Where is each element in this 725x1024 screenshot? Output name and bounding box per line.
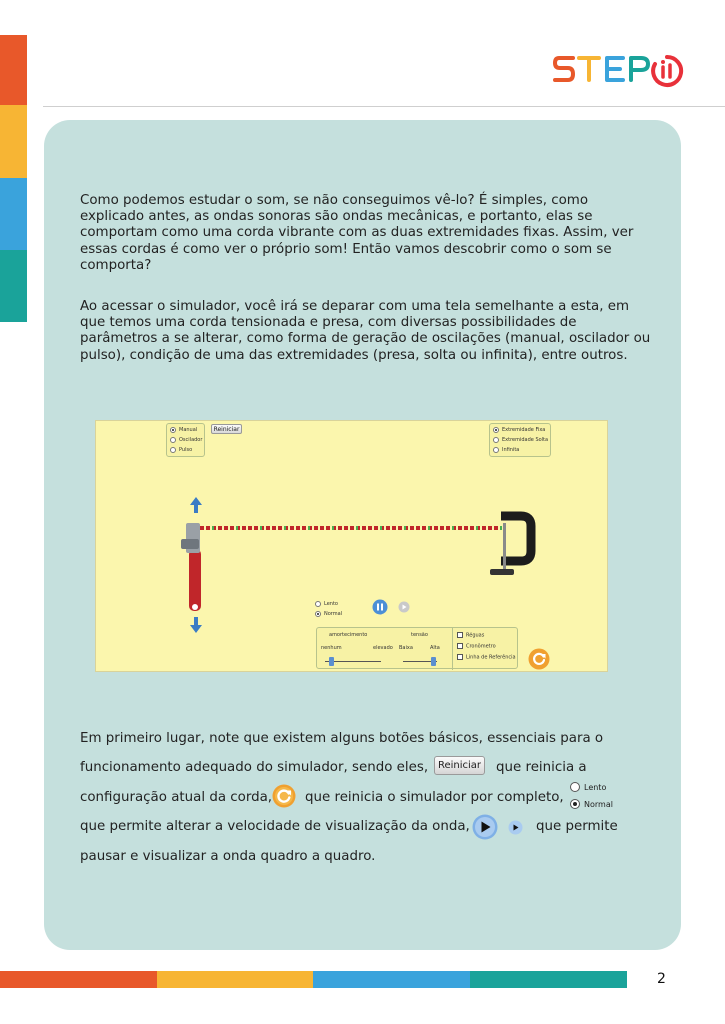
explanation-line-3a: configuração atual da corda,	[80, 790, 273, 805]
radio-dot	[493, 427, 499, 433]
header-divider	[43, 106, 725, 107]
radio-dot	[570, 799, 580, 809]
panel-divider	[452, 628, 453, 670]
string-apparatus	[176, 493, 556, 633]
side-bar-teal	[0, 250, 27, 322]
checkbox-box	[457, 654, 463, 660]
end-option-fixa[interactable]: Extremidade Fixa	[493, 427, 545, 433]
mode-option-pulso[interactable]: Pulso	[170, 447, 192, 453]
reiniciar-button[interactable]: Reiniciar	[434, 756, 485, 775]
mode-panel	[166, 423, 205, 457]
checkbox-linha-referencia[interactable]: Linha de Referência	[457, 654, 516, 661]
footer-bar-orange	[0, 971, 157, 988]
simulator-screenshot	[95, 420, 608, 672]
explanation-line-2b: que reinicia a	[496, 760, 587, 775]
footer-bar-yellow	[157, 971, 313, 988]
explanation-line-4b: que permite	[536, 819, 618, 834]
sim-reset-button[interactable]: Reiniciar	[211, 424, 242, 434]
checkbox-box	[457, 632, 463, 638]
down-arrow-icon[interactable]	[190, 617, 202, 633]
speed-option-lento[interactable]: Lento	[570, 782, 606, 792]
side-bar-yellow	[0, 105, 27, 178]
play-icon[interactable]	[472, 814, 498, 840]
damping-slider-track[interactable]	[325, 661, 381, 662]
control-panel	[316, 627, 518, 669]
end-option-infinita[interactable]: Infinita	[493, 447, 519, 453]
explanation-line-5: pausar e visualizar a onda quadro a quadro.	[80, 849, 376, 864]
tension-slider-knob[interactable]	[431, 657, 436, 666]
tension-max-label: Alta	[430, 645, 440, 651]
sim-step-icon[interactable]	[398, 601, 410, 613]
clamp-icon	[490, 516, 531, 575]
radio-dot	[493, 437, 499, 443]
damping-min-label: nenhum	[321, 645, 342, 651]
footer-bar-teal	[470, 971, 627, 988]
radio-dot	[493, 447, 499, 453]
end-condition-panel	[489, 423, 551, 457]
tension-label: tensão	[411, 632, 428, 638]
radio-dot	[315, 601, 321, 607]
damping-label: amortecimento	[329, 632, 368, 638]
up-arrow-icon[interactable]	[190, 497, 202, 513]
explanation-line-1: Em primeiro lugar, note que existem alguns botões básicos, essenciais para o	[80, 731, 604, 746]
checkbox-cronometro[interactable]: Cronômetro	[457, 643, 496, 650]
side-bar-orange	[0, 35, 27, 105]
damping-slider-knob[interactable]	[329, 657, 334, 666]
tension-min-label: Baixa	[399, 645, 413, 651]
speed-option-normal[interactable]: Normal	[570, 799, 613, 809]
step-logo-letters	[553, 52, 651, 92]
footer-bar-blue	[313, 971, 470, 988]
side-bar-blue	[0, 178, 27, 250]
sim-speed-normal[interactable]: Normal	[315, 611, 342, 617]
intro-paragraph: Como podemos estudar o som, se não conseguimos vê-lo? É simples, como explicado antes, as ondas sonoras são ondas mecânicas, e portanto, elas se comportam como uma corda vibrante com as duas extremidades fixas. Assim, ver essas cordas é como ver o próprio som! Então vamos descobrir como o som se comporta?	[80, 193, 634, 273]
sim-full-reset-icon[interactable]	[528, 648, 550, 670]
simulator-paragraph: Ao acessar o simulador, você irá se deparar com uma tela semelhante a esta, em que temos uma corda tensionada e presa, com diversas possibilidades de parâmetros a se alterar, como forma de geração de oscilações (manual, oscilador ou pulso), condição de uma das extremidades (presa, solta ou infinita), entre outros.	[80, 299, 651, 363]
damping-max-label: elevado	[373, 645, 393, 651]
radio-dot	[170, 447, 176, 453]
step-forward-icon[interactable]	[508, 820, 523, 835]
checkbox-box	[457, 643, 463, 649]
explanation-line-3b: que reinicia o simulador por completo,	[305, 790, 564, 805]
end-option-solta[interactable]: Extremidade Solta	[493, 437, 548, 443]
tension-slider-track[interactable]	[403, 661, 437, 662]
radio-dot	[170, 437, 176, 443]
page-number: 2	[657, 971, 666, 987]
wrench-icon[interactable]	[181, 523, 201, 611]
explanation-line-4a: que permite alterar a velocidade de visualização da onda,	[80, 819, 470, 834]
full-reset-icon[interactable]	[272, 784, 296, 808]
explanation-line-2a: funcionamento adequado do simulador, sendo eles,	[80, 760, 429, 775]
sim-pause-icon[interactable]	[372, 599, 388, 615]
radio-dot	[570, 782, 580, 792]
mode-option-oscilador[interactable]: Oscilador	[170, 437, 202, 443]
step-logo-badge-icon	[650, 54, 684, 88]
mode-option-manual[interactable]: Manual	[170, 427, 197, 433]
step-logo	[553, 52, 693, 94]
sim-speed-lento[interactable]: Lento	[315, 601, 338, 607]
radio-dot	[315, 611, 321, 617]
radio-dot	[170, 427, 176, 433]
checkbox-reguas[interactable]: Réguas	[457, 632, 484, 639]
